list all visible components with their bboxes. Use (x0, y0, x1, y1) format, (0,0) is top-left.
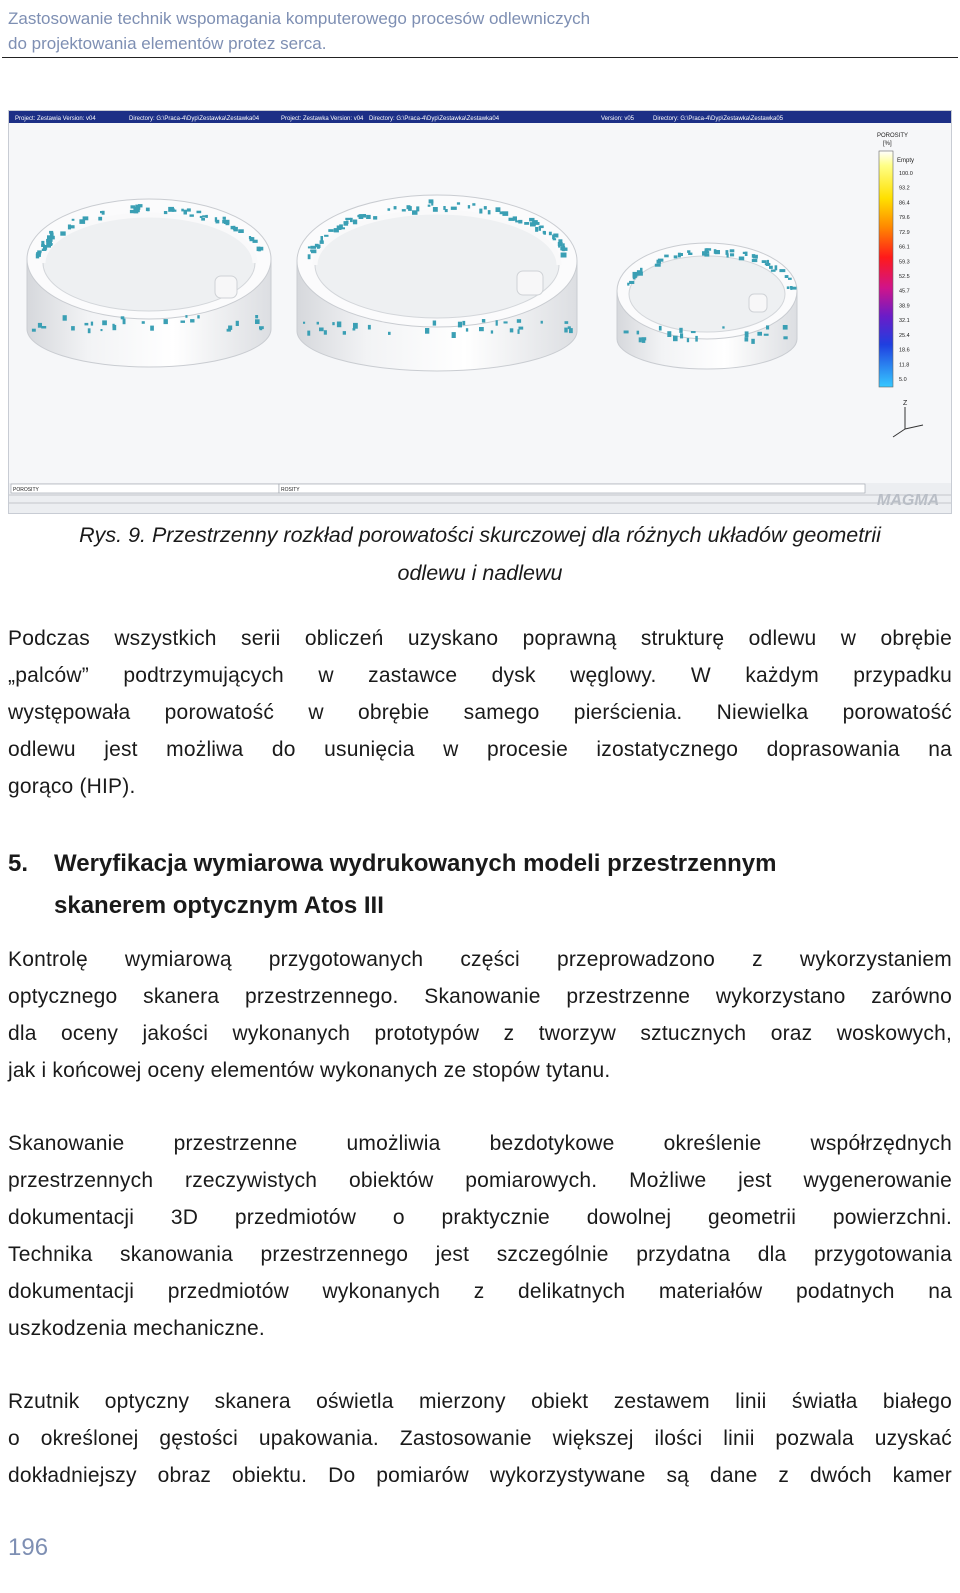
porosity-spot (443, 206, 445, 210)
porosity-spot (147, 208, 149, 211)
porosity-spot (752, 259, 758, 262)
porosity-spot (510, 328, 514, 332)
text-line: przestrzennych rzeczywistych obiektów pomiarowych. Możliwe jest wygenerowanie (8, 1169, 952, 1192)
porosity-spot (779, 269, 785, 272)
porosity-spot (43, 245, 47, 250)
porosity-spot (658, 259, 664, 262)
text-line: jak i końcowej oceny elementów wykonanych ze stopów tytanu. (8, 1059, 611, 1082)
porosity-spot (136, 210, 140, 213)
porosity-spot (205, 215, 208, 218)
porosity-spot (113, 325, 117, 330)
porosity-spot (41, 326, 46, 329)
section-title-line-2: skanerem optycznym Atos III (54, 892, 384, 919)
porosity-spot (150, 326, 154, 331)
porosity-spot (552, 235, 555, 240)
porosity-spot (190, 214, 194, 216)
porosity-spot (259, 247, 263, 251)
porosity-spot (524, 222, 529, 225)
text-line: Technika skanowania przestrzennego jest szczególnie przydatna dla przygotowania (8, 1243, 952, 1266)
porosity-spot (202, 215, 205, 217)
porosity-spot (317, 322, 319, 325)
porosity-spot (539, 227, 541, 231)
axis-triad-icon (893, 407, 923, 437)
porosity-spot (412, 210, 418, 215)
porosity-spot (307, 331, 310, 336)
legend-tick-label: 66.1 (899, 244, 910, 251)
porosity-spot (762, 260, 767, 263)
text-line: dokładniejszy obraz obiektu. Do pomiarów wykorzystywane są dane z dwóch kamer (8, 1464, 952, 1487)
porosity-spot (164, 319, 168, 324)
porosity-spot (688, 253, 692, 255)
porosity-spot (184, 210, 188, 215)
porosity-spot (504, 321, 508, 323)
paragraph-dimensional-control (8, 941, 952, 1089)
porosity-spot (722, 326, 724, 328)
legend-tick-label: 52.5 (899, 274, 910, 280)
text-line: dla oceny jakości wykonanych prototypów z tworzyw sztucznych oraz woskowych, (8, 1022, 952, 1045)
legend-tick-label: 79.6 (899, 215, 910, 222)
legend-tick-label: 45.7 (899, 288, 910, 295)
porosity-spot (345, 218, 350, 220)
porosity-spot (363, 214, 366, 218)
status-bar-1 (11, 484, 279, 493)
porosity-spot (484, 206, 487, 209)
porosity-spot (83, 216, 89, 220)
porosity-spot (260, 328, 263, 331)
porosity-spot (638, 271, 642, 273)
porosity-spot (433, 207, 438, 212)
porosity-spot (187, 208, 191, 211)
text-line: Kontrolę wymiarową przygotowanych części przeprowadzono z wykorzystaniem (8, 948, 952, 971)
porosity-spot (466, 328, 468, 331)
porosity-spot (308, 254, 311, 259)
porosity-spot (190, 319, 194, 322)
text-line: uszkodzenia mechaniczne. (8, 1317, 265, 1340)
porosity-spot (172, 210, 177, 212)
porosity-spot (368, 325, 371, 330)
porosity-spot (532, 220, 538, 224)
window-2-directory: Directory: G:\Praca-4\Dyp\Zestawka\Zestawka04 (369, 116, 500, 122)
porosity-spot (337, 322, 341, 328)
text-line: występowała porowatość w obrębie samego pierścienia. Niewielka porowatość (8, 701, 952, 724)
porosity-spot (517, 319, 521, 323)
porosity-spot (216, 220, 220, 224)
porosity-spot (743, 252, 745, 254)
legend-tick-label: 25.4 (899, 332, 910, 339)
porosity-spot (785, 275, 789, 278)
porosity-spot (433, 321, 436, 326)
porosity-spot (36, 252, 41, 254)
porosity-spot (451, 207, 457, 210)
porosity-spot (231, 226, 233, 229)
porosity-spot (197, 315, 199, 318)
axis-z-label: Z (903, 400, 908, 407)
porosity-spot (222, 220, 224, 223)
porosity-spot (130, 210, 134, 213)
figure-caption-line-1: Rys. 9. Przestrzenny rozkład porowatości skurczowej dla różnych układów geometrii (79, 523, 881, 547)
legend-tick-label: 11.8 (899, 362, 910, 369)
porosity-spot (472, 203, 475, 206)
porosity-spot (357, 215, 363, 217)
porosity-spot (343, 331, 346, 335)
text-line: optycznego skanera przestrzennego. Skanowanie przestrzenne wykorzystano zarówno (8, 985, 952, 1008)
porosity-spot (373, 216, 377, 220)
porosity-spot (402, 209, 406, 211)
porosity-spot (100, 211, 104, 213)
porosity-spot (752, 254, 756, 258)
porosity-spot (695, 336, 698, 342)
porosity-spot (679, 253, 683, 256)
porosity-spot (519, 327, 524, 330)
text-line: dokumentacji przedmiotów wykonanych z delikatnych materiałów podatnych na (8, 1280, 952, 1303)
porosity-spot (739, 257, 744, 261)
text-line: Podczas wszystkich serii obliczeń uzyskano poprawną strukturę odlewu w obrębie (8, 627, 952, 650)
figure-caption-line-2: odlewu i nadlewu (397, 561, 563, 585)
porosity-spot (764, 334, 769, 336)
porosity-spot (706, 251, 709, 253)
legend-title: POROSITY (877, 133, 909, 139)
porosity-spot (91, 322, 93, 326)
porosity-spot (479, 209, 482, 214)
page-number: 196 (8, 1534, 49, 1561)
porosity-spot (679, 328, 682, 333)
porosity-spot (226, 223, 230, 225)
porosity-spot (502, 211, 508, 216)
porosity-spot (181, 209, 184, 212)
porosity-spot (639, 337, 642, 342)
porosity-spot (201, 218, 205, 221)
porosity-spot (346, 221, 349, 225)
porosity-spot (320, 240, 324, 244)
legend-tick-label: 100.0 (899, 171, 913, 177)
porosity-spot (303, 322, 305, 324)
porosity-spot (310, 250, 316, 252)
running-header (8, 6, 952, 56)
legend-color-scale (879, 151, 893, 387)
porosity-spot (457, 202, 460, 204)
porosity-spot (667, 331, 671, 337)
porosity-spot (228, 326, 232, 330)
porosity-spot (509, 218, 515, 221)
porosity-spot (353, 220, 357, 225)
porosity-spot (72, 219, 75, 221)
porosity-spot (49, 231, 53, 234)
porosity-spot (766, 325, 769, 329)
porosity-spot (98, 217, 102, 221)
porosity-spot (535, 227, 538, 232)
legend-unit: [%] (883, 141, 892, 147)
porosity-spot (88, 328, 91, 333)
porosity-spot (63, 315, 67, 321)
section-number: 5. (8, 850, 29, 877)
porosity-spot (310, 246, 316, 249)
window-2-project: Project: Zestawka Version: v04 (281, 116, 364, 122)
porosity-spot (324, 235, 328, 237)
figure-canvas (9, 111, 951, 513)
porosity-spot (200, 216, 203, 218)
porosity-spot (791, 287, 796, 290)
text-line: Skanowanie przestrzenne umożliwia bezdotykowe określenie współrzędnych (8, 1132, 952, 1155)
legend-tick-label: 38.9 (899, 303, 910, 310)
porosity-spot (49, 237, 52, 242)
porosity-spot (691, 331, 696, 333)
porosity-spot (236, 321, 239, 326)
porosity-spot (255, 319, 260, 324)
header-rule (2, 57, 958, 58)
porosity-spot (560, 246, 565, 250)
porosity-spot (164, 211, 167, 214)
porosity-spot (659, 326, 662, 331)
porosity-spot (337, 226, 342, 231)
legend-tick-label: 86.4 (899, 200, 910, 207)
figure-caption (8, 516, 952, 592)
porosity-spot (425, 328, 429, 334)
porosity-spot (197, 211, 202, 214)
porosity-spot (783, 336, 787, 339)
legend-tick-label: 18.6 (899, 347, 910, 354)
porosity-spot (458, 322, 462, 328)
porosity-spot (138, 204, 143, 207)
porosity-spot (308, 246, 311, 248)
porosity-spot (46, 239, 49, 242)
porosity-spot (745, 252, 748, 256)
porosity-spot (541, 321, 543, 324)
porosity-spot (549, 232, 552, 236)
porosity-spot (249, 236, 251, 239)
porosity-spot (233, 226, 236, 230)
porosity-spot (755, 255, 758, 259)
porosity-spot (253, 240, 258, 243)
porosity-spot (321, 236, 324, 241)
porosity-spot (518, 329, 520, 334)
porosity-spot (71, 326, 75, 330)
porosity-spot (142, 321, 145, 324)
porosity-spot (328, 229, 333, 232)
porosity-spot (85, 323, 89, 326)
legend-tick-label: 5.0 (899, 377, 907, 383)
porosity-spot (565, 321, 569, 324)
porosity-spot (185, 315, 187, 318)
porosity-spot (332, 322, 334, 325)
window-1-directory: Directory: G:\Praca-4\Dyp\Zestawka\Zestawka04 (129, 116, 260, 122)
porosity-spot (482, 319, 485, 323)
porosity-spot (558, 244, 560, 248)
porosity-spot (627, 283, 629, 286)
running-header-line-2: do projektowania elementów protez serca. (8, 34, 327, 53)
legend-tick-label: 93.2 (899, 185, 910, 192)
porosity-simulation-figure (8, 110, 952, 514)
porosity-spot (558, 239, 562, 242)
porosity-spot (407, 205, 411, 209)
legend-tick-label: 72.9 (899, 229, 910, 236)
section-title-line-1: Weryfikacja wymiarowa wydrukowanych modeli przestrzennym (54, 850, 777, 877)
porosity-spot (564, 328, 567, 333)
porosity-spot (730, 253, 734, 256)
porosity-spot (452, 332, 456, 338)
porosity-spot (706, 248, 711, 251)
porosity-spot (687, 250, 690, 253)
porosity-spot (319, 328, 324, 332)
porosity-spot (123, 319, 126, 325)
text-line: gorąco (HIP). (8, 775, 136, 798)
porosity-spot (673, 336, 678, 342)
porosity-spot (131, 205, 136, 208)
porosity-spot (637, 331, 640, 335)
porosity-spot (543, 231, 546, 235)
porosity-spot (317, 244, 320, 248)
paragraph-optical-projector (8, 1383, 952, 1494)
window-1-project: Project: Zestawia Version: v04 (15, 116, 96, 122)
porosity-spot (730, 249, 735, 252)
text-line: odlewu jest możliwa do usunięcia w procesie izostatycznego doprasowania na (8, 738, 952, 761)
porosity-spot (462, 321, 465, 325)
porosity-spot (394, 206, 397, 209)
porosity-spot (680, 333, 683, 338)
porosity-spot (715, 250, 720, 254)
porosity-spot (32, 329, 36, 332)
porosity-spot (702, 251, 705, 255)
porosity-spot (350, 218, 353, 222)
porosity-spot (101, 329, 103, 331)
porosity-spot (769, 266, 773, 269)
porosity-spot (479, 327, 484, 331)
porosity-spot (468, 205, 470, 208)
porosity-spot (783, 325, 788, 330)
porosity-spot (655, 264, 661, 267)
porosity-spot (353, 323, 358, 329)
paragraph-3d-scanning (8, 1125, 952, 1347)
porosity-spot (223, 217, 226, 220)
porosity-spot (431, 201, 433, 206)
porosity-spot (745, 331, 749, 337)
porosity-spot (366, 215, 371, 219)
porosity-spot (674, 255, 678, 258)
porosity-spot (428, 205, 431, 207)
porosity-spot (491, 330, 493, 333)
text-line: dokumentacji 3D przedmiotów o praktycznie dowolnej geometrii powierzchni. (8, 1206, 952, 1229)
porosity-spot (324, 330, 327, 335)
porosity-spot (514, 217, 517, 220)
casting-ring-1 (27, 199, 271, 367)
porosity-spot (767, 260, 769, 264)
text-line: o określonej gęstości upakowania. Zastosowanie większej ilości linii pozwala uzyskać (8, 1427, 952, 1450)
porosity-spot (60, 231, 65, 235)
porosity-spot (102, 320, 107, 325)
porosity-spot (238, 229, 244, 233)
porosity-spot (642, 338, 646, 343)
porosity-spot (488, 210, 491, 214)
porosity-spot (775, 265, 778, 270)
porosity-spot (518, 220, 522, 224)
window-3-directory: Directory: G:\Praca-4\Dyp\Zestawka\Zestawka05 (653, 116, 784, 122)
porosity-spot (388, 208, 391, 211)
porosity-spot (496, 320, 498, 326)
porosity-spot (496, 207, 501, 212)
magma-logo: MAGMA (877, 492, 940, 509)
running-header-line-1: Zastosowanie technik wspomagania komputerowego procesów odlewniczych (8, 9, 591, 28)
porosity-spot (255, 315, 258, 318)
porosity-spot (633, 272, 638, 277)
porosity-spot (561, 255, 566, 257)
porosity-spot (751, 339, 755, 344)
legend-tick-label: 59.3 (899, 259, 910, 266)
porosity-spot (664, 255, 669, 258)
paragraph-porosity-results (8, 620, 952, 805)
porosity-spot (787, 286, 790, 289)
porosity-spot (629, 281, 634, 284)
status-bar-2 (279, 484, 865, 493)
porosity-spot (181, 321, 186, 323)
casting-ring-3 (617, 243, 797, 369)
legend-ticks (899, 171, 913, 383)
legend-empty-label: Empty (897, 158, 915, 164)
text-line: „palców” podtrzymujących w zastawce dysk węglowy. W każdym przypadku (8, 664, 952, 687)
legend-tick-label: 32.1 (899, 318, 910, 325)
status-bar-1-text: POROSITY (13, 487, 39, 493)
porosity-spot (70, 225, 74, 228)
porosity-spot (624, 331, 629, 334)
porosity-spot (687, 338, 689, 342)
porosity-spot (757, 332, 762, 336)
porosity-spot (388, 332, 391, 335)
porosity-spot (788, 278, 792, 280)
porosity-legend (877, 133, 914, 387)
porosity-spot (727, 253, 729, 257)
porosity-spot (568, 326, 571, 329)
text-line: Rzutnik optyczny skanera oświetla mierzony obiekt zestawem linii światła białego (8, 1390, 952, 1413)
window-3-project: Version: v05 (601, 116, 635, 122)
porosity-spot (745, 337, 749, 341)
status-bar-2-text: ROSITY (281, 487, 300, 493)
